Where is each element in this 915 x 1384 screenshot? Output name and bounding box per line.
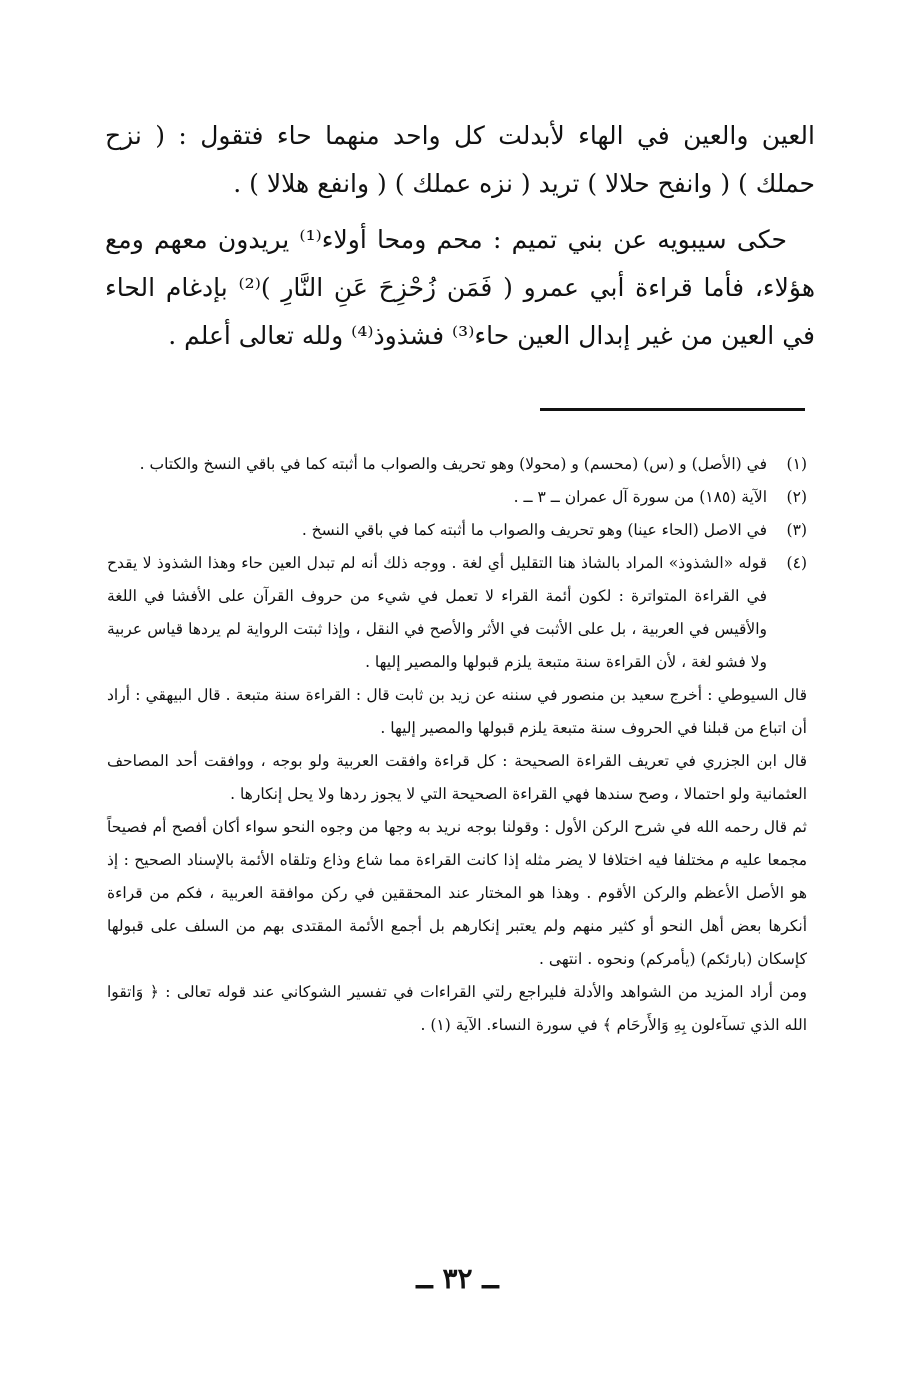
footnote-number: (٢) (786, 488, 807, 506)
footnote-text: قوله «الشذوذ» المراد بالشاذ هنا التقليل أي لغة . ووجه ذلك أنه لم تبدل العين حاء وهذا الشذوذ لا يقدح في القراءة المتواترة : لكون أئمة القراء لا تعمل في شيء من حروف القرآن على الأفشا في اللغة والأقيس في العربية ، بل على الأثبت في الأثر والأصح في النقل ، وإذا ثبتت الرواية لم يردها قياس عربية ولا فشو لغة ، لأن القراءة سنة متبعة يلزم قبولها والمصير إليها . (107, 554, 767, 671)
footnote-text: في (الأصل) و (س) (محسم) و (محولا) وهو تحريف والصواب ما أثبته كما في باقي النسخ والكتاب . (139, 455, 767, 473)
footnote-continuation-3: ثم قال رحمه الله في شرح الركن الأول : وقولنا بوجه نريد به وجها من وجوه النحو سواء أكان أفصح أم فصيحاً مجمعا عليه م مختلفا فيه اختلافا لا يضر مثله إذا كانت القراءة مما شاع وذاع وتلقاه الأئمة بالإسناد الصحيح : إذ هو الأصل الأعظم والركن الأقوم . وهذا هو المختار عند المحققين في ركن موافقة العربية ، فكم من قراءة أنكرها بعض أهل النحو أو كثير منهم ولم يعتبر إنكارهم بل أجمع الأئمة المقتدى بهم من السلف على قبولها كإسكان (بارئكم) (يأمركم) ونحوه . انتهى . (107, 818, 807, 968)
footnote-continuation-2: قال ابن الجزري في تعريف القراءة الصحيحة : كل قراءة وافقت العربية ولو بوجه ، ووافقت أحد المصاحف العثمانية ولو احتمالا ، وصح سندها فهي القراءة الصحيحة التي لا يجوز ردها ولا يحل إنكارها . (107, 752, 807, 803)
footnote-continuation-4: ومن أراد المزيد من الشواهد والأدلة فليراجع رلتي القراءات في تفسير الشوكاني عند قوله تعالى : ﴿ وَاتقوا الله الذي تسآءلون بِهِ وَالأَرحَام ﴾ في سورة النساء. الآية (١) . (107, 983, 807, 1034)
main-text (105, 112, 815, 368)
page-number: ــ ٣٢ ــ (416, 1262, 499, 1295)
footnotes (107, 448, 807, 1042)
footnote-number: (١) (786, 455, 807, 473)
footnote-continuation-1: قال السيوطي : أخرج سعيد بن منصور في سننه عن زيد بن ثابت قال : القراءة سنة متبعة . قال البيهقي : أراد أن اتباع من قبلنا في الحروف سنة متبعة يلزم قبولها والمصير إليها . (107, 686, 807, 737)
footnote-text: الآية (١٨٥) من سورة آل عمران ــ ٣ ــ . (513, 488, 767, 506)
main-paragraph-1: العين والعين في الهاء لأبدلت كل واحد منهما حاء فتقول : ( نزح حملك ) ( وانفح حلالا ) تريد ( نزه عملك ) ( وانفع هلالا ) . (105, 121, 815, 198)
footnote-number: (٤) (786, 554, 807, 572)
footnote-4 (107, 547, 807, 679)
main-paragraph-2: حكى سيبويه عن بني تميم : محم ومحا أولاء⁽¹⁾ يريدون معهم ومع هؤلاء، فأما قراءة أبي عمرو ( فَمَن زُحْزِحَ عَنِ النَّارِ )⁽²⁾ بإدغام الحاء في العين من غير إبدال العين حاء⁽³⁾ فشذوذ⁽⁴⁾ ولله تعالى أعلم . (105, 225, 816, 350)
footnote-divider (540, 408, 805, 411)
footnote-2 (107, 481, 807, 514)
footnote-text: في الاصل (الحاء عينا) وهو تحريف والصواب ما أثبته كما في باقي النسخ . (301, 521, 767, 539)
footnote-number: (٣) (786, 521, 807, 539)
footnote-1 (107, 448, 807, 481)
footnote-3 (107, 514, 807, 547)
